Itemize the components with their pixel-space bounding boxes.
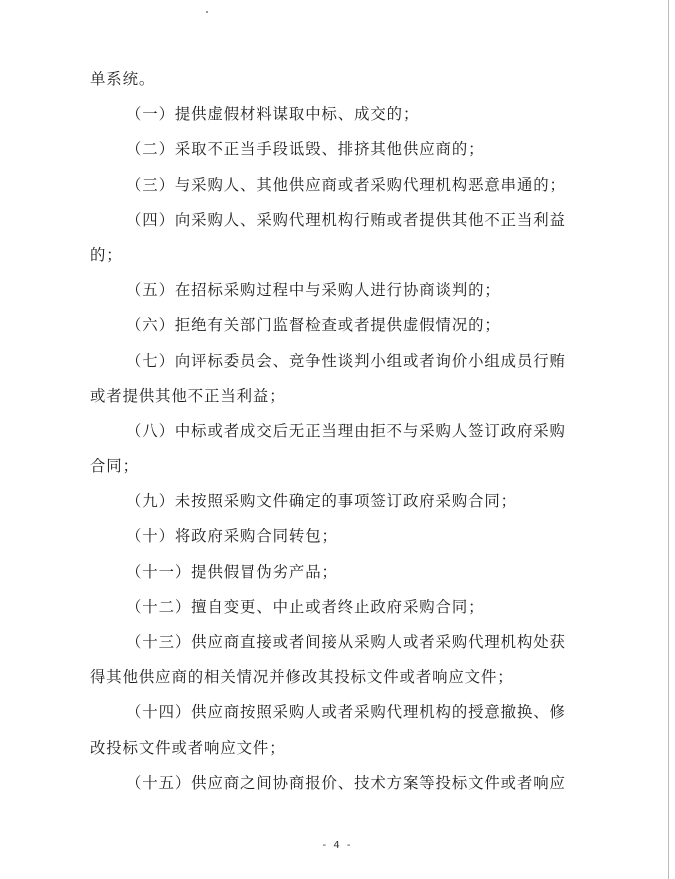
text-line-7: （五）在招标采购过程中与采购人进行协商谈判的； xyxy=(126,281,501,300)
page-number: - 4 - xyxy=(322,840,353,851)
text-line-2: （一）提供虚假材料谋取中标、成交的； xyxy=(126,105,420,124)
text-line-14: （十）将政府采购合同转包； xyxy=(126,527,338,546)
text-line-9: （七）向评标委员会、竞争性谈判小组或者询价小组成员行贿 xyxy=(126,351,566,370)
text-line-10: 或者提供其他不正当利益； xyxy=(90,386,286,405)
document-body xyxy=(90,62,610,801)
text-line-21: （十五）供应商之间协商报价、技术方案等投标文件或者响应 xyxy=(126,773,566,792)
text-line-19: （十四）供应商按照采购人或者采购代理机构的授意撤换、修 xyxy=(126,703,566,722)
text-line-17: （十三）供应商直接或者间接从采购人或者采购代理机构处获 xyxy=(126,633,566,651)
text-line-11: （八）中标或者成交后无正当理由拒不与采购人签订政府采购 xyxy=(126,421,566,440)
scan-speck xyxy=(206,11,208,13)
text-line-12: 合同； xyxy=(90,457,139,476)
text-line-3: （二）采取不正当手段诋毁、排挤其他供应商的； xyxy=(126,140,485,159)
text-line-8: （六）拒绝有关部门监督检查或者提供虚假情况的； xyxy=(126,316,501,335)
text-line-1: 单系统。 xyxy=(90,70,156,88)
text-line-20: 改投标文件或者响应文件； xyxy=(90,738,286,757)
text-line-18: 得其他供应商的相关情况并修改其投标文件或者响应文件； xyxy=(90,668,514,687)
text-line-15: （十一）提供假冒伪劣产品； xyxy=(126,562,338,581)
text-line-4: （三）与采购人、其他供应商或者采购代理机构恶意串通的； xyxy=(126,175,566,194)
page-edge-line xyxy=(668,0,669,879)
text-line-13: （九）未按照采购文件确定的事项签订政府采购合同； xyxy=(126,492,517,511)
text-line-5: （四）向采购人、采购代理机构行贿或者提供其他不正当利益 xyxy=(126,210,566,229)
text-line-16: （十二）擅自变更、中止或者终止政府采购合同； xyxy=(126,597,485,616)
text-line-6: 的； xyxy=(90,245,123,264)
